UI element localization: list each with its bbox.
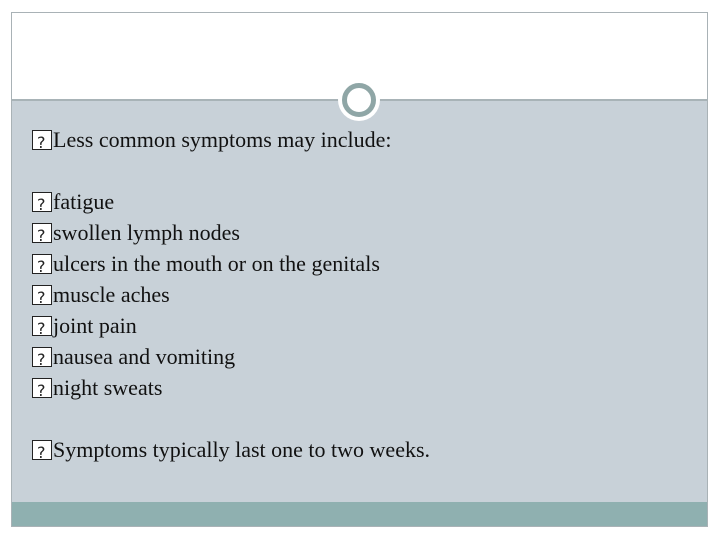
list-item-text: ulcers in the mouth or on the genitals <box>53 251 380 276</box>
list-item <box>32 341 692 372</box>
missing-glyph-icon <box>32 130 52 150</box>
closing-line <box>32 434 692 465</box>
list-item-text: muscle aches <box>53 282 170 307</box>
list-item <box>32 248 692 279</box>
list-item <box>32 372 692 403</box>
list-item-text: night sweats <box>53 375 163 400</box>
list-item <box>32 186 692 217</box>
list-item <box>32 310 692 341</box>
missing-glyph-icon <box>32 192 52 212</box>
missing-glyph-icon <box>32 347 52 367</box>
list-item-text: fatigue <box>53 189 115 214</box>
list-item-text: joint pain <box>53 313 137 338</box>
missing-glyph-icon <box>32 254 52 274</box>
closing-text: Symptoms typically last one to two weeks. <box>53 437 431 462</box>
list-item-text: swollen lymph nodes <box>53 220 240 245</box>
missing-glyph-icon <box>32 440 52 460</box>
circle-ornament-icon <box>338 79 380 121</box>
intro-text: Less common symptoms may include: <box>53 127 392 152</box>
missing-glyph-icon <box>32 378 52 398</box>
list-item <box>32 279 692 310</box>
spacer <box>32 403 692 434</box>
list-item-text: nausea and vomiting <box>53 344 236 369</box>
slide-body-text <box>32 124 692 465</box>
circle-ring <box>342 83 376 117</box>
list-item <box>32 217 692 248</box>
intro-line <box>32 124 692 155</box>
spacer <box>32 155 692 186</box>
missing-glyph-icon <box>32 316 52 336</box>
footer-bar <box>12 502 707 526</box>
missing-glyph-icon <box>32 223 52 243</box>
missing-glyph-icon <box>32 285 52 305</box>
